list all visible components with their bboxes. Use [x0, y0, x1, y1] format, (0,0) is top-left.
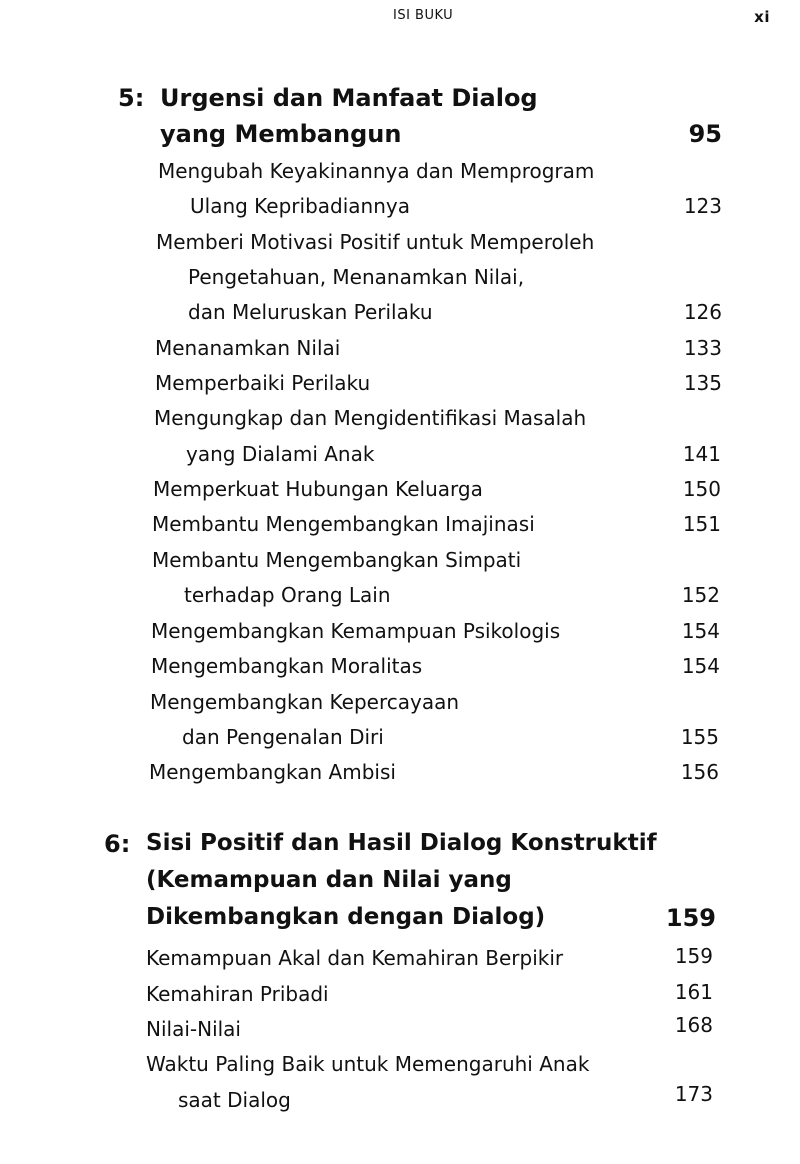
toc-entry-page: 133 — [683, 336, 722, 360]
toc-entry-line: terhadap Orang Lain — [184, 583, 391, 607]
toc-entry-line: Mengembangkan Ambisi — [149, 760, 396, 784]
toc-entry-page: 159 — [674, 944, 713, 968]
chapter-title-line: yang Membangun — [160, 120, 402, 148]
toc-entry-line: Ulang Kepribadiannya — [190, 194, 410, 218]
toc-entry-line: Memberi Motivasi Positif untuk Memperoleh — [156, 230, 595, 254]
toc-entry-line: dan Pengenalan Diri — [182, 725, 384, 749]
page-number: xi — [754, 8, 770, 26]
toc-entry-page: 154 — [681, 619, 720, 643]
toc-entry-line: Pengetahuan, Menanamkan Nilai, — [188, 265, 525, 289]
toc-entry-line: Waktu Paling Baik untuk Memengaruhi Anak — [146, 1052, 590, 1076]
toc-entry-page: 141 — [682, 442, 721, 466]
toc-entry-page: 156 — [680, 760, 719, 784]
chapter-title-line: (Kemampuan dan Nilai yang — [146, 867, 512, 893]
toc-entry-line: Mengubah Keyakinannya dan Memprogram — [158, 159, 595, 183]
toc-entry-line: yang Dialami Anak — [186, 442, 375, 466]
toc-entry-line: Memperbaiki Perilaku — [155, 371, 371, 395]
toc-entry-line: Kemahiran Pribadi — [146, 982, 329, 1006]
toc-entry-line: saat Dialog — [178, 1088, 291, 1112]
toc-entry-line: Membantu Mengembangkan Imajinasi — [152, 512, 535, 536]
toc-entry-page: 126 — [683, 300, 722, 324]
toc-entry-page: 154 — [681, 654, 720, 678]
toc-entry-page: 151 — [682, 512, 721, 536]
chapter-title-line: Sisi Positif dan Hasil Dialog Konstruktif — [146, 830, 657, 856]
toc-entry-line: Memperkuat Hubungan Keluarga — [153, 477, 483, 501]
toc-entry-line: Kemampuan Akal dan Kemahiran Berpikir — [146, 946, 564, 970]
toc-entry-line: Menanamkan Nilai — [155, 336, 341, 360]
chapter-page-number: 95 — [688, 120, 722, 148]
toc-entry-page: 173 — [674, 1082, 713, 1106]
toc-entry-line: Mengungkap dan Mengidentifikasi Masalah — [154, 406, 587, 430]
toc-entry-page: 150 — [682, 477, 721, 501]
toc-entry-page: 135 — [683, 371, 722, 395]
toc-entry-page: 168 — [674, 1013, 713, 1037]
toc-entry-page: 152 — [681, 583, 720, 607]
toc-entry-line: Nilai-Nilai — [146, 1017, 241, 1041]
chapter-page-number: 159 — [665, 904, 716, 932]
toc-entry-line: Membantu Mengembangkan Simpati — [152, 548, 522, 572]
toc-entry-line: Mengembangkan Kemampuan Psikologis — [151, 619, 561, 643]
chapter-title-line: Urgensi dan Manfaat Dialog — [160, 84, 538, 112]
toc-entry-page: 155 — [680, 725, 719, 749]
running-title: ISI BUKU — [393, 8, 454, 23]
chapter-title-line: Dikembangkan dengan Dialog) — [146, 904, 546, 930]
toc-entry-page: 161 — [674, 980, 713, 1004]
toc-entry-line: dan Meluruskan Perilaku — [188, 300, 433, 324]
toc-entry-line: Mengembangkan Moralitas — [151, 654, 423, 678]
toc-entry-line: Mengembangkan Kepercayaan — [150, 690, 460, 714]
page-header — [0, 8, 800, 30]
toc-entry-page: 123 — [683, 194, 722, 218]
chapter-number: 5: — [118, 84, 145, 112]
chapter-number: 6: — [104, 830, 131, 858]
